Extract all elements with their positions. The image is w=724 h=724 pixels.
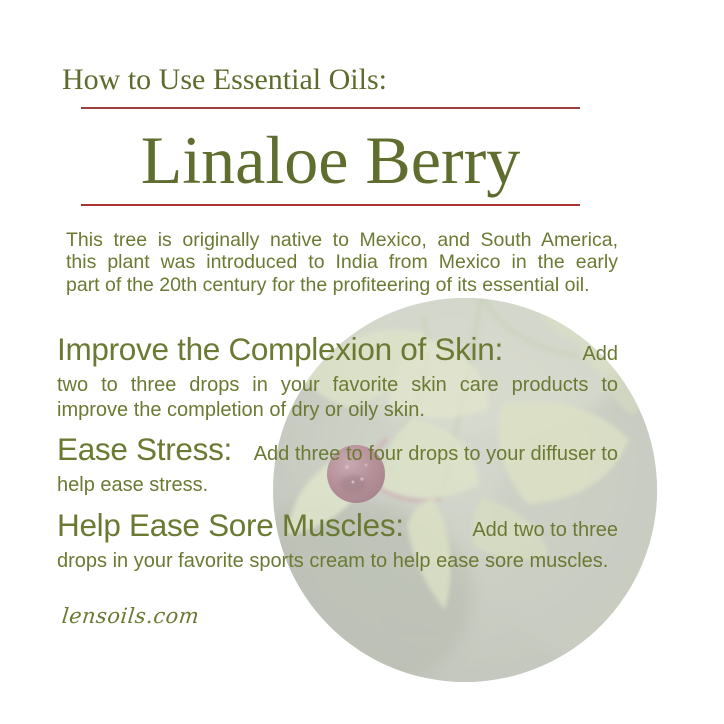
intro-paragraph: [66, 229, 618, 296]
section-body-line: help ease stress.: [57, 474, 209, 496]
section-heading-line: [57, 506, 618, 549]
section-body-runin: Add three to four drops to your diffuser to: [253, 443, 618, 465]
intro-line: part of the 20th century for the profiteering of its essential oil.: [66, 273, 590, 296]
page-title: Linaloe Berry: [140, 122, 521, 198]
eyebrow-title: How to Use Essential Oils:: [62, 63, 387, 96]
intro-line: this plant was introduced to India from Mexico in the early: [66, 251, 618, 274]
section-body-runin: Add two to three: [472, 519, 618, 541]
section-ease-stress: [57, 430, 618, 498]
divider-top: [81, 107, 580, 109]
intro-line: This tree is originally native to Mexico, and South America,: [66, 229, 618, 251]
section-body-line: improve the completion of dry or oily skin.: [57, 398, 425, 421]
section-heading-line: [57, 330, 618, 373]
divider-bottom: [81, 204, 580, 206]
section-heading: Improve the Complexion of Skin:: [57, 331, 503, 367]
website-footer: lensoils.com: [60, 604, 201, 628]
section-body-line: two to three drops in your favorite skin care products to: [57, 374, 618, 396]
section-body-line: drops in your favorite sports cream to help ease sore muscles.: [57, 550, 609, 572]
section-improve-skin: [57, 330, 618, 422]
section-sore-muscles: [57, 506, 618, 574]
section-heading: Ease Stress:: [57, 431, 232, 467]
section-body-runin: Add: [582, 343, 618, 365]
section-heading: Help Ease Sore Muscles:: [57, 507, 404, 543]
section-heading-line: [57, 430, 618, 473]
